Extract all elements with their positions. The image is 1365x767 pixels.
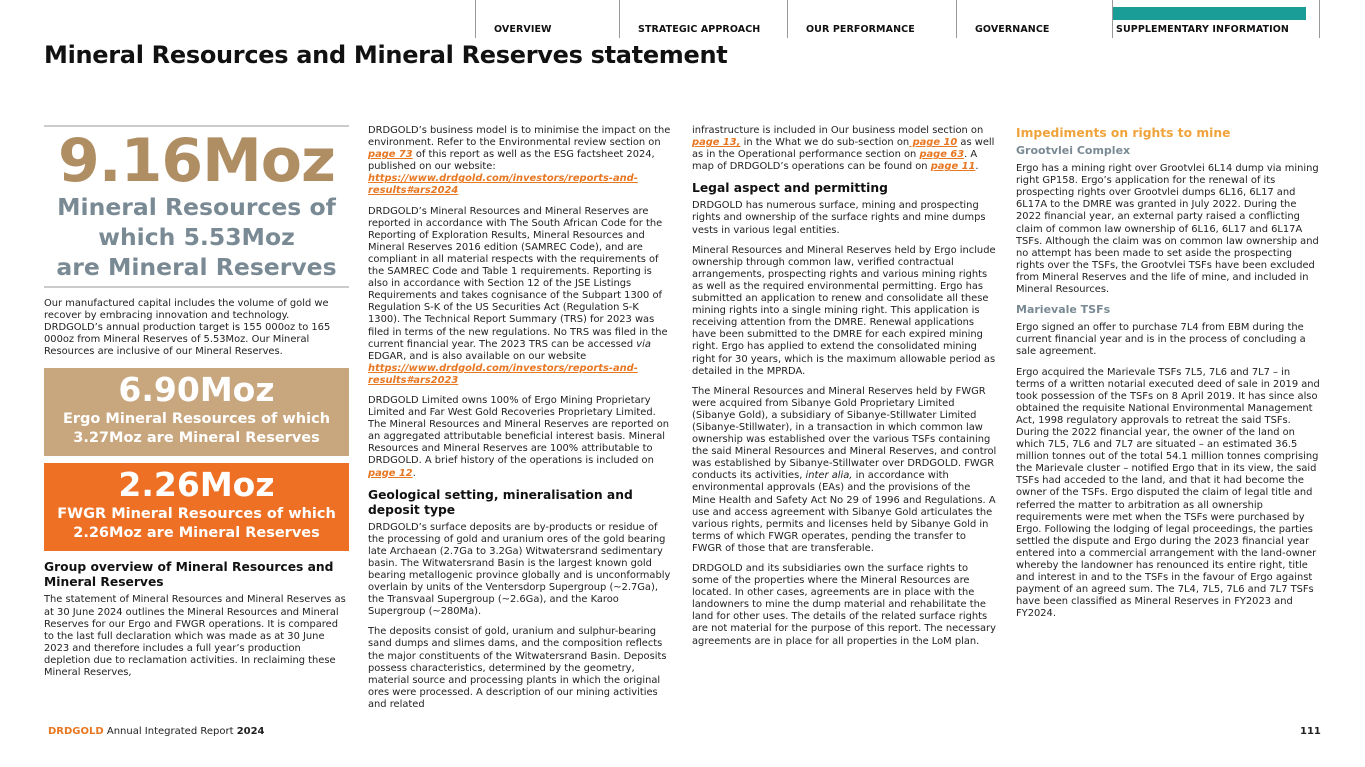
divider	[44, 286, 349, 288]
paragraph: Ergo acquired the Marievale TSFs 7L5, 7L6 and 7L7 – in terms of a written notarial executed deed of sale in 2019 and took possession of the TSFs on 8 April 2019. It has since also obtained the requisite National Environmental Management Act, 1998 regulatory approvals to retreat the said TSFs. During the 2022 financial year, the owner of the land on which 7L5, 7L6 and 7L7 are situated – an estimated 36.5 million tonnes out of the total 54.1 million tonnes comprising the Marievale cluster – notified Ergo that in its view, the said TSFs had acceded to the land, and that it had become the owner of the TSFs. Ergo disputed the claim of legal title and referred the matter to arbitration as all ownership requirements were met when the TSFs were purchased by Ergo. Following the lodging of legal proceedings, the parties settled the dispute and Ergo during the 2023 financial year entered into a commercial arrangement with the land-owner whereby the landowner has renounced its entire right, title and interest in and to the TSFs in the favour of Ergo against payment of an agreed sum. The 7L4, 7L5, 7L6 and 7L7 TSFs have been classified as Mineral Reserves in FY2023 and FY2024.	[1016, 366, 1320, 620]
tab-governance[interactable]	[956, 0, 1113, 38]
paragraph: DRDGOLD has numerous surface, mining and prospecting rights and ownership of the surface rights and mine dumps vests in various legal entities.	[692, 200, 986, 236]
paragraph: Ergo has a mining right over Grootvlei 6L14 dump via mining right GP158. Ergo’s application for the renewal of its prospecting rights over Grootvlei dumps 6L16, 6L17 and 6L17A to the DMRE was granted in July 2022. During the 2022 financial year, an external party raised a conflicting claim of common law ownership of 6L16, 6L17 and 6L17A TSFs. Although the claim was on common law ownership and no attempt has been made to set aside the prospecting rights over the TSFs, the Grootvlei TSFs have been excluded from Mineral Reserves and the life of mine, and included in Mineral Resources.	[1016, 163, 1319, 296]
total-resources-caption	[44, 192, 349, 282]
caption-line: are Mineral Reserves	[56, 253, 337, 281]
tab-strategic-approach[interactable]	[619, 0, 788, 38]
page-link[interactable]: page 73	[368, 149, 413, 161]
summary-column	[44, 125, 349, 687]
section-heading: Impediments on rights to mine	[1016, 126, 1231, 140]
page-number: 111	[1300, 726, 1321, 737]
paragraph: DRDGOLD Limited owns 100% of Ergo Mining Proprietary Limited and Far West Gold Recoveries Proprietary Limited. The Mineral Resources and Mineral Reserves are reported on an aggregated attributable beneficial interest basis. Mineral Resources and Mineral Reserves are 100% attributable to DRDGOLD. A brief history of the operations is included on page 12.	[368, 394, 670, 479]
ergo-caption: Ergo Mineral Resources of which 3.27Moz are Mineral Reserves	[62, 411, 331, 447]
caption-line: which 5.53Moz	[98, 223, 295, 251]
tab-label: OUR PERFORMANCE	[806, 24, 915, 35]
page-link[interactable]: page 63	[919, 149, 965, 161]
tab-label: SUPPLEMENTARY INFORMATION	[1116, 24, 1289, 35]
website-link[interactable]: https://www.drdgold.com/investors/reports-and-results#ars2023	[368, 362, 638, 386]
tab-overview[interactable]	[475, 0, 619, 38]
paragraph: DRDGOLD and its subsidiaries own the surface rights to some of the properties where the Mineral Resources are located. In other cases, agreements are in place with the landowners to mine the dump material and rehabilitate the land for other uses. The details of the related surface rights are not material for the purpose of this report. The necessary agreements are in place for all properties in the LoM plan.	[692, 563, 996, 647]
brand-name: DRDGOLD	[48, 726, 104, 737]
paragraph: DRDGOLD’s surface deposits are by-products or residue of the processing of gold and uranium ores of the gold bearing late Archaean (2.7Ga to 3.2Ga) Witwatersrand sedimentary basin. The Witwatersrand Basin is the largest known gold bearing metallogenic province globally and is unconformably overlain by units of the Ventersdorp Supergroup (~2.7Ga), the Transvaal Supergroup (~2.6Ga), and the Karoo Supergroup (~280Ma).	[368, 521, 671, 618]
paragraph: infrastructure is included in Our business model section on page 13, in the What we do sub-section on page 10 as well as in the Operational performance section on page 63. A map of DRDGOLD’s operations can be found on page 11.	[692, 125, 995, 173]
fwgr-resources-box	[44, 463, 349, 551]
page-link[interactable]: page 12	[368, 467, 413, 479]
tab-label: OVERVIEW	[494, 24, 552, 35]
total-resources-figure: 9.16Moz	[58, 126, 335, 196]
report-year: 2024	[236, 726, 265, 737]
page-link[interactable]: page 10	[909, 137, 958, 149]
tab-label: GOVERNANCE	[975, 24, 1050, 35]
website-link[interactable]: https://www.drdgold.com/investors/reports-and-results#ars2024	[368, 173, 638, 197]
caption-line: Mineral Resources of	[57, 193, 336, 221]
intro-paragraph: Our manufactured capital includes the volume of gold we recover by embracing innovation and technology. DRDGOLD’s annual production target is 155 000oz to 165 000oz from Mineral Reserves of 5.53Moz. Our Mineral Resources are inclusive of our Mineral Reserves.	[44, 298, 331, 358]
footer	[48, 726, 265, 737]
subsection-heading: Grootvlei Complex	[1016, 144, 1131, 157]
group-overview-heading: Group overview of Mineral Resources and Mineral Reserves	[44, 560, 334, 590]
page-link[interactable]: page 11	[930, 161, 976, 173]
paragraph: DRDGOLD’s business model is to minimise the impact on the environment. Refer to the Environmental review section on page 73 of this report as well as the ESG factsheet 2024, published on our website: https://www.drdgold.com/investors/reports-and-results#ars2024	[368, 125, 671, 197]
text-column-4	[1016, 125, 1321, 628]
tab-label: STRATEGIC APPROACH	[638, 24, 761, 35]
subsection-heading: Marievale TSFs	[1016, 303, 1111, 317]
fwgr-figure: 2.26Moz	[118, 465, 275, 505]
nav-divider	[1319, 0, 1320, 38]
paragraph: Mineral Resources and Mineral Reserves held by Ergo include ownership through common law, verified contractual arrangements, prospecting rights and various mining rights as well as the required environmental permitting. Ergo has submitted an application to renew and consolidate all these mining rights into a single mining right. This application is receiving attention from the DMRE. Renewal applications have been submitted to the DMRE for each expired mining right. Ergo has applied to extend the consolidated mining right for 30 years, which is the maximum allowable period as detailed in the MPRDA.	[692, 244, 996, 377]
paragraph: The Mineral Resources and Mineral Reserves held by FWGR were acquired from Sibanye Gold Proprietary Limited (Sibanye Gold), a subsidiary of Sibanye-Stillwater Limited (Sibanye-Stillwater), in a transaction in which common law ownership was established over the various TSFs containing the said Mineral Resources and Mineral Reserves, and control was established by Sibanye-Stillwater over DRDGOLD. FWGR conducts its activities, inter alia, in accordance with environmental approvals (EAs) and the provisions of the Mine Health and Safety Act No 29 of 1996 and Regulations. A use and access agreement with Sibanye Gold articulates the various rights, permits and licenses held by Sibanye Gold in terms of which FWGR operates, pending the transfer to FWGR of those that are transferable.	[692, 385, 997, 554]
fwgr-caption: FWGR Mineral Resources of which 2.26Moz are Mineral Reserves	[57, 506, 336, 542]
page-title: Mineral Resources and Mineral Reserves statement	[44, 41, 728, 69]
text-column-3	[692, 125, 997, 656]
active-tab-indicator	[1113, 7, 1306, 20]
section-heading: Geological setting, mineralisation and deposit type	[368, 487, 633, 517]
page-link[interactable]: page 13,	[692, 137, 741, 149]
top-navigation	[475, 0, 1320, 38]
tab-our-performance[interactable]	[787, 0, 956, 38]
paragraph: The deposits consist of gold, uranium and sulphur-bearing sand dumps and slimes dams, and the composition reflects the major constituents of the Witwatersrand Basin. Deposits possess characteristics, determined by the geometry, material source and processing plants in which the original ores were processed. A description of our mining activities and related	[368, 626, 667, 710]
tab-supplementary-information[interactable]	[1112, 0, 1319, 38]
report-name: Annual Integrated Report	[103, 726, 237, 737]
ergo-resources-box	[44, 368, 349, 456]
text-column-2	[368, 125, 673, 719]
ergo-figure: 6.90Moz	[118, 370, 275, 410]
paragraph: Ergo signed an offer to purchase 7L4 from EBM during the current financial year and is in the process of concluding a sale agreement.	[1016, 322, 1306, 358]
paragraph: DRDGOLD’s Mineral Resources and Mineral Reserves are reported in accordance with The South African Code for the Reporting of Exploration Results, Mineral Resources and Mineral Reserves 2016 edition (SAMREC Code), and are compliant in all material respects with the requirements of the SAMREC Code and Table 1 requirements. Reporting is also in accordance with Section 12 of the JSE Listings Requirements and takes cognisance of the Subpart 1300 of Regulation S-K of the US Securities Act (Regulation S-K 1300). The Technical Report Summary (TRS) for 2023 was filed in terms of the new regulations. No TRS was filed in the current financial year. The 2023 TRS can be accessed via EDGAR, and is also available on our website https://www.drdgold.com/investors/reports-and-results#ars2023	[368, 205, 668, 386]
group-overview-paragraph: The statement of Mineral Resources and Mineral Reserves as at 30 June 2024 outlines the Mineral Resources and Mineral Reserves for our Ergo and FWGR operations. It is compared to the last full declaration which was made as at 30 June 2023 and therefore includes a full year’s production depletion due to reclamation activities. In reclaiming these Mineral Reserves,	[44, 594, 346, 679]
section-heading: Legal aspect and permitting	[692, 181, 888, 196]
